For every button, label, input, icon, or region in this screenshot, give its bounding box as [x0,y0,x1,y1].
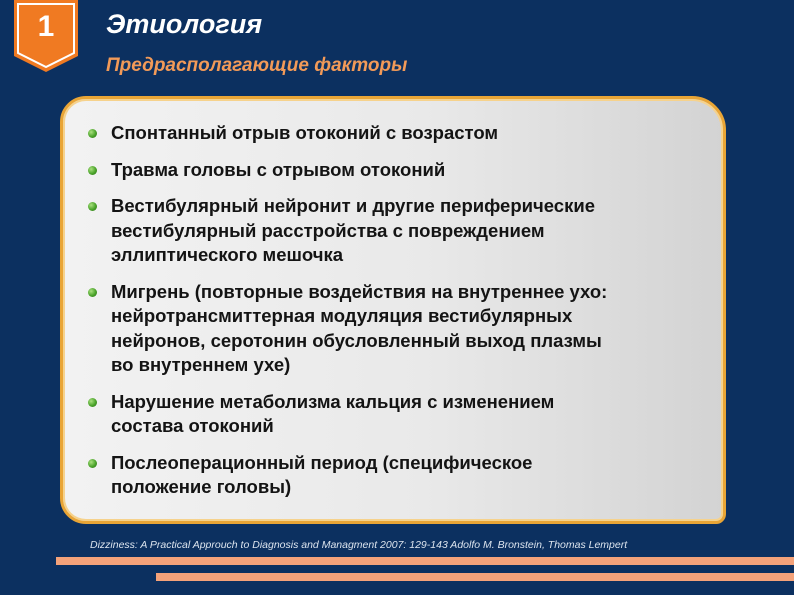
green-dot-icon [88,166,97,175]
bullet-line: во внутреннем ухе) [111,354,291,375]
green-dot-icon [88,288,97,297]
bullet-line: вестибулярный расстройства с повреждением [111,219,545,241]
bullet-line: нейронов, серотонин обусловленный выход плазмы [111,329,602,351]
green-dot-icon [88,129,97,138]
bullet-line: Нарушение метаболизма кальция с изменением [111,390,555,412]
content-panel [60,96,726,524]
decorative-stripe-bottom [156,573,794,581]
source-citation: Dizziness: A Practical Approuch to Diagnosis and Managment 2007: 129-143 Adolfo M. Bronstein, Thomas Lempert [90,539,628,551]
bullet-line: Послеоперационный период (специфическое [111,451,533,473]
bullet-item [63,390,711,439]
green-dot-icon [88,459,97,468]
bullet-item [63,121,711,146]
bullet-line: состава отоконий [111,415,274,436]
bullet-item [63,280,711,378]
green-dot-icon [88,398,97,407]
slide-number-badge [14,0,78,72]
slide-subtitle: Предрасполагающие факторы [106,55,408,76]
bullet-line: эллиптического мешочка [111,244,344,265]
bullet-line: Мигрень (повторные воздействия на внутреннее ухо: [111,280,608,302]
bullet-line: нейротрансмиттерная модуляция вестибулярных [111,305,573,326]
bullet-item [63,194,711,268]
bullet-line: Спонтанный отрыв отоконий с возрастом [111,122,499,143]
decorative-stripe-top [56,557,794,565]
slide-title: Этиология [106,9,263,39]
bullet-line: Вестибулярный нейронит и другие периферические [111,195,596,216]
bullet-item [63,451,711,500]
bullet-item [63,158,711,183]
bullet-line: положение головы) [111,476,292,497]
slide-number: 1 [37,10,55,43]
bullet-list [63,121,711,512]
bullet-line: Травма головы с отрывом отоконий [111,158,446,180]
green-dot-icon [88,202,97,211]
